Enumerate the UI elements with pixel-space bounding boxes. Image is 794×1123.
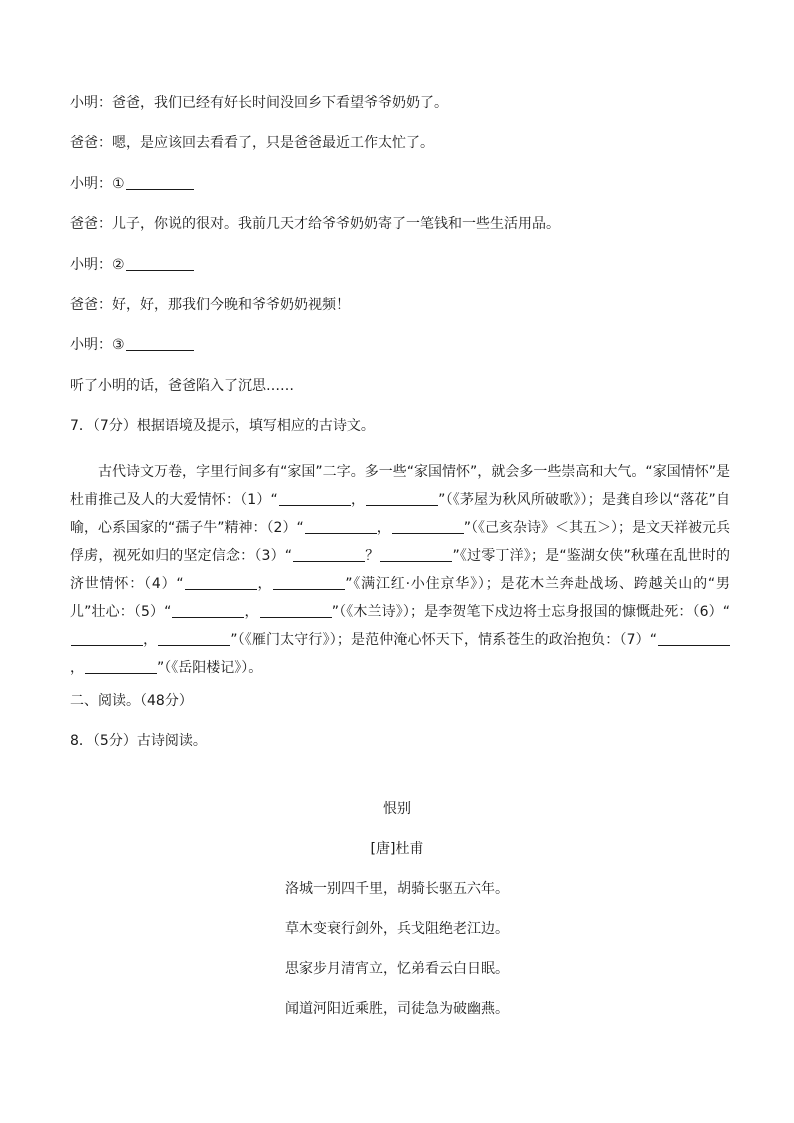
answer-blank[interactable]	[273, 573, 345, 590]
answer-blank[interactable]	[366, 489, 438, 506]
dialogue-text: 儿子，你说的很对。我前几天才给爷爷奶奶寄了一笔钱和一些生活用品。	[112, 216, 560, 233]
poem-line: 洛城一别四千里，胡骑长驱五六年。	[285, 881, 509, 897]
paragraph-text: ？	[365, 547, 380, 564]
section-2-heading: 二、阅读。（48分）	[70, 692, 193, 709]
answer-blank[interactable]	[126, 254, 194, 271]
dialogue-line	[70, 92, 730, 132]
dialogue-line	[70, 132, 730, 172]
answer-blank[interactable]	[293, 545, 365, 562]
answer-blank[interactable]	[380, 545, 452, 562]
paragraph-text: ”（《岳阳楼记》）。	[157, 659, 263, 676]
dialogue-text: ②	[112, 256, 125, 273]
answer-blank[interactable]	[305, 517, 377, 534]
paragraph-text: ，	[376, 519, 391, 536]
answer-blank[interactable]	[260, 601, 332, 618]
dialogue-line	[70, 213, 730, 253]
dialogue-text: 嗯，是应该回去看看了，只是爸爸最近工作太忙了。	[112, 135, 434, 152]
answer-blank[interactable]	[126, 173, 194, 190]
poem-line: 草木变衰行剑外，兵戈阻绝老江边。	[285, 921, 509, 937]
dialogue-text: 好，好，那我们今晚和爷爷奶奶视频！	[112, 296, 350, 313]
dialogue-speaker: 小明：	[70, 337, 112, 354]
question-7-heading: 7．（7分）根据语境及提示，填写相应的古诗文。	[70, 418, 375, 435]
document-body	[70, 92, 730, 770]
paragraph-text: ，	[143, 631, 158, 648]
paragraph-text: ”（《茅屋为秋风所破歌》）；是龚自珍以“落花”自喻，心系国家的“孺子牛”精神：（2）“	[70, 491, 730, 536]
answer-blank[interactable]	[71, 629, 143, 646]
paragraph-text: ”《满江红·小住京华》）；是花木兰奔赴战场、跨越关山的“男儿”壮心：（5）“	[70, 575, 730, 620]
paragraph-text: ”（《木兰诗》）；是李贺笔下戍边将士忘身报国的慷慨赴死：（6）“	[331, 603, 730, 620]
dialogue-line	[70, 294, 730, 334]
paragraph-text: 古代诗文万卷，字里行间多有“家国”二字。多一些“家国情怀”，就会多一些崇高和大气。“家国情怀”是杜甫推己及人的大爱情怀：（1）“	[70, 463, 730, 508]
answer-blank[interactable]	[392, 517, 464, 534]
dialogue	[70, 92, 730, 375]
paragraph-text: ，	[256, 575, 273, 592]
answer-blank[interactable]	[279, 489, 351, 506]
answer-blank[interactable]	[185, 573, 257, 590]
answer-blank[interactable]	[172, 601, 244, 618]
dialogue-line	[70, 173, 730, 213]
poem-line: 思家步月清宵立，忆弟看云白日眠。	[285, 961, 509, 977]
dialogue-speaker: 小明：	[70, 175, 112, 192]
dialogue-end: 听了小明的话，爸爸陷入了沉思……	[70, 377, 294, 394]
poem-author: [唐]杜甫	[370, 841, 424, 857]
answer-blank[interactable]	[85, 657, 157, 674]
dialogue-speaker: 爸爸：	[70, 216, 112, 233]
dialogue-speaker: 小明：	[70, 95, 112, 111]
answer-blank[interactable]	[658, 629, 730, 646]
question-7-paragraph	[70, 458, 730, 682]
dialogue-speaker: 爸爸：	[70, 135, 112, 152]
answer-blank[interactable]	[158, 629, 230, 646]
poem-line: 闻道河阳近乘胜，司徒急为破幽燕。	[285, 1001, 509, 1017]
paragraph-text: ”（《雁门太守行》）；是范仲淹心怀天下，情系苍生的政治抱负：（7）“	[230, 631, 657, 648]
answer-blank[interactable]	[126, 334, 194, 351]
dialogue-text: ③	[112, 337, 125, 354]
paragraph-text: ”《过零丁洋》；是“鉴湖女侠”秋瑾在乱世时的济世情怀：（4）“	[70, 547, 730, 592]
paragraph-text: ，	[70, 659, 84, 676]
paragraph-text: ”（《己亥杂诗》＜其五＞）；是文天祥被元兵俘虏，视死如归的坚定信念：（3）“	[70, 519, 731, 564]
paragraph-text: ，	[350, 491, 366, 508]
poem-title: 恨别	[383, 801, 411, 817]
dialogue-line	[70, 254, 730, 294]
dialogue-speaker: 小明：	[70, 256, 112, 273]
dialogue-line	[70, 334, 730, 374]
paragraph-text: ，	[244, 603, 259, 620]
dialogue-text: 爸爸，我们已经有好长时间没回乡下看望爷爷奶奶了。	[112, 95, 448, 111]
dialogue-text: ①	[112, 175, 125, 192]
question-8-heading: 8．（5分）古诗阅读。	[70, 732, 207, 749]
dialogue-speaker: 爸爸：	[70, 296, 112, 313]
